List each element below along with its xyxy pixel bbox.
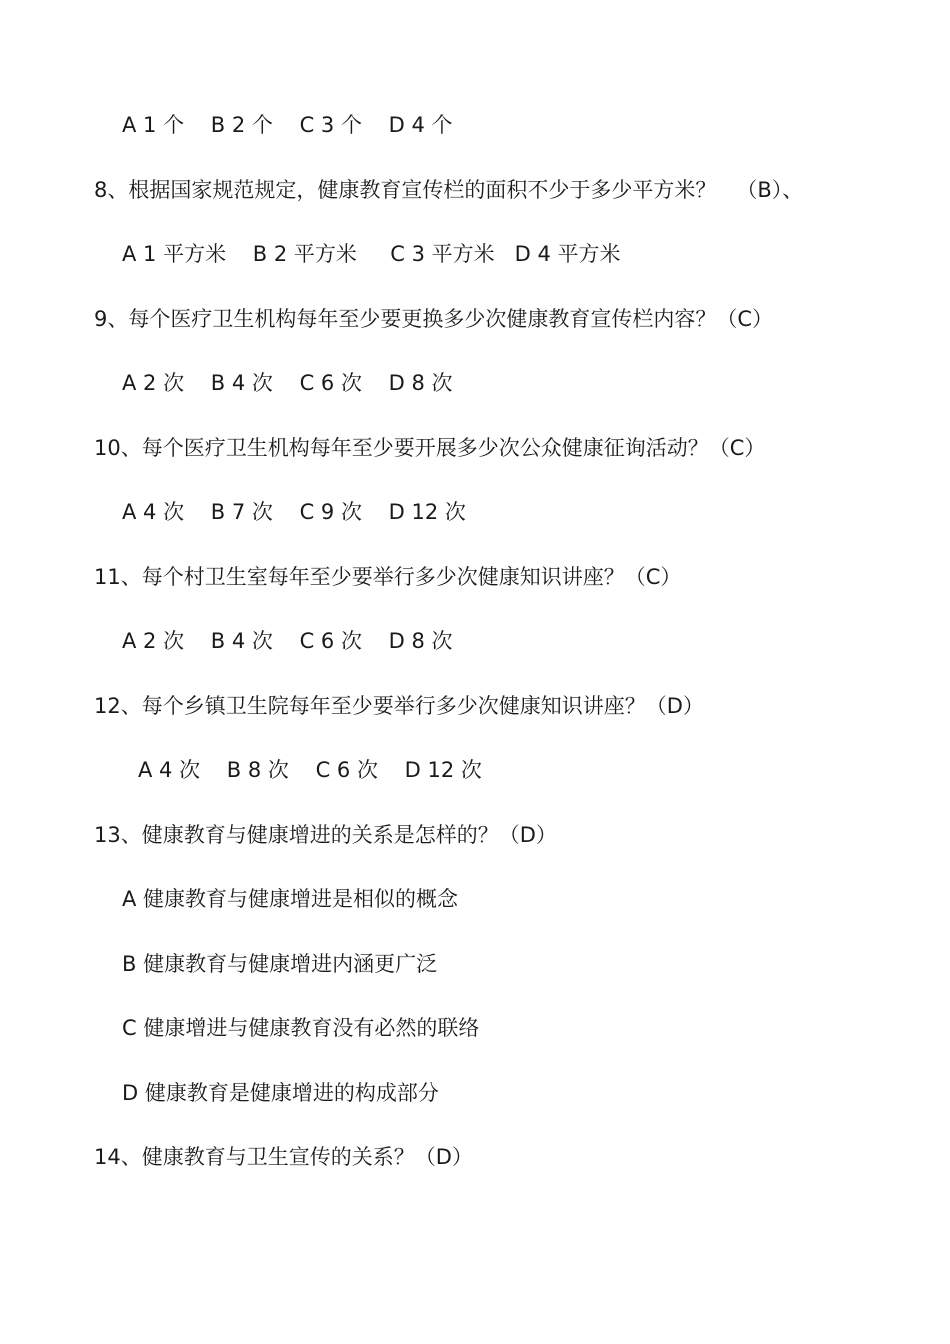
option-q13-d: D 健康教育是健康增进的构成部分	[122, 1081, 439, 1105]
options-q9: A 2 次 B 4 次 C 6 次 D 8 次	[122, 371, 453, 395]
question-11: 11、每个村卫生室每年至少要举行多少次健康知识讲座？（C）	[94, 565, 682, 589]
options-q11: A 2 次 B 4 次 C 6 次 D 8 次	[122, 629, 453, 653]
options-q7: A 1 个 B 2 个 C 3 个 D 4 个	[122, 113, 453, 137]
question-9: 9、每个医疗卫生机构每年至少要更换多少次健康教育宣传栏内容？（C）	[94, 307, 774, 331]
options-q12: A 4 次 B 8 次 C 6 次 D 12 次	[138, 758, 482, 782]
question-8: 8、根据国家规范规定，健康教育宣传栏的面积不少于多少平方米？ （B）、	[94, 178, 804, 202]
options-q10: A 4 次 B 7 次 C 9 次 D 12 次	[122, 500, 466, 524]
question-10: 10、每个医疗卫生机构每年至少要开展多少次公众健康征询活动？（C）	[94, 436, 766, 460]
option-q13-c: C 健康增进与健康教育没有必然的联络	[122, 1016, 480, 1040]
option-q13-a: A 健康教育与健康增进是相似的概念	[122, 887, 459, 911]
options-q8: A 1 平方米 B 2 平方米 C 3 平方米 D 4 平方米	[122, 242, 621, 266]
question-13: 13、健康教育与健康增进的关系是怎样的？（D）	[94, 823, 557, 847]
option-q13-b: B 健康教育与健康增进内涵更广泛	[122, 952, 438, 976]
question-14: 14、健康教育与卫生宣传的关系？（D）	[94, 1145, 473, 1169]
question-12: 12、每个乡镇卫生院每年至少要举行多少次健康知识讲座？（D）	[94, 694, 704, 718]
